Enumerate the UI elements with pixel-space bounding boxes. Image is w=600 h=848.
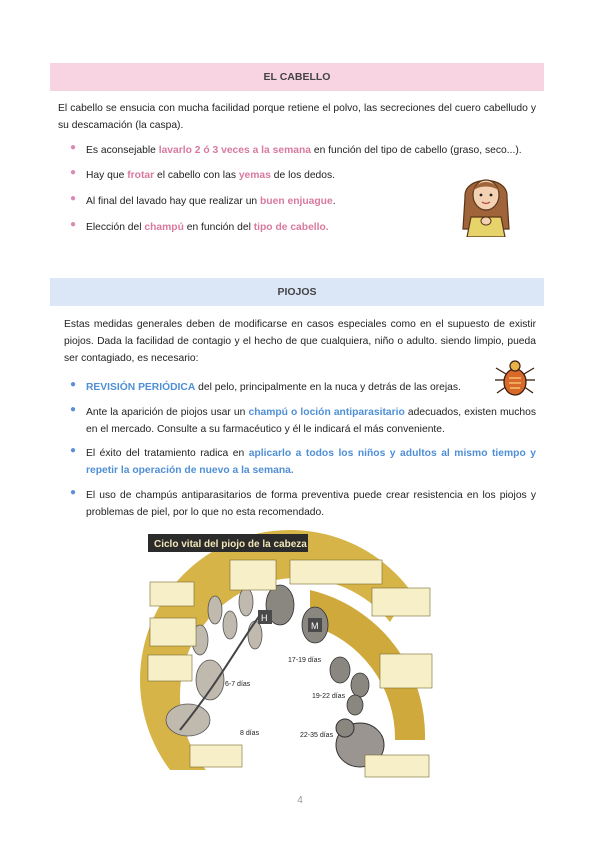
bullet-icon: ● <box>70 193 77 204</box>
bullet-icon: ● <box>70 219 77 230</box>
louse-icon <box>492 358 538 398</box>
piojos-bullet-2: Ante la aparición de piojos usar un champú o loción antiparasitario adecuados, existen muchos en el mercado. Consulte a su farmacéutico y él le indicará el más conveniente. <box>86 407 536 435</box>
lice-life-cycle-diagram <box>140 530 440 780</box>
svg-text:H: H <box>261 613 268 623</box>
cabello-bullet-4: Elección del champú en función del tipo de cabello. <box>86 222 329 233</box>
bullet-icon: ● <box>70 142 77 153</box>
bullet-icon: ● <box>70 445 77 456</box>
section-header-cabello: EL CABELLO <box>50 63 544 91</box>
bullet-icon: ● <box>70 167 77 178</box>
bullet-icon: ● <box>70 379 77 390</box>
diagram-title: Ciclo vital del piojo de la cabeza <box>154 539 307 550</box>
svg-text:M: M <box>311 621 319 631</box>
page-number: 4 <box>297 795 303 806</box>
label-19-22-days: 19-22 días <box>312 693 346 700</box>
section-header-piojos: PIOJOS <box>50 278 544 306</box>
label-22-35-days: 22-35 días <box>300 732 334 739</box>
bullet-icon: ● <box>70 404 77 415</box>
piojos-bullet-3: El éxito del tratamiento radica en aplicarlo a todos los niños y adultos al mismo tiempo y repetir la operación de nuevo a la semana. <box>86 448 536 476</box>
bullet-icon: ● <box>70 487 77 498</box>
cabello-bullet-1: Es aconsejable lavarlo 2 ó 3 veces a la semana en función del tipo de cabello (graso, seco...). <box>86 145 522 156</box>
cabello-bullet-2: Hay que frotar el cabello con las yemas de los dedos. <box>86 170 336 181</box>
cabello-bullet-3: Al final del lavado hay que realizar un buen enjuague. <box>86 196 336 207</box>
cabello-intro: El cabello se ensucia con mucha facilidad porque retiene el polvo, las secreciones del cuero cabelludo y su descamación (la caspa). <box>58 103 536 131</box>
label-6-7-days: 6-7 días <box>225 681 251 688</box>
label-17-19-days: 17-19 días <box>288 657 322 664</box>
piojos-bullet-1: REVISIÓN PERIÓDICA del pelo, principalmente en la nuca y detrás de las orejas. <box>86 382 461 393</box>
label-8-days: 8 días <box>240 730 260 737</box>
piojos-intro: Estas medidas generales deben de modificarse en casos especiales como en el supuesto de existir piojos. Dada la facilidad de contagio y el hecho de que cualquiera, niño o adulto. siendo limpio, pueda ser contagiado, es necesario: <box>64 319 536 364</box>
piojos-bullet-4: El uso de champús antiparasitarios de forma preventiva puede crear resistencia en los piojos y problemas de piel, por lo que no esta recomendado. <box>86 490 536 518</box>
girl-washing-hair-icon <box>455 167 517 237</box>
